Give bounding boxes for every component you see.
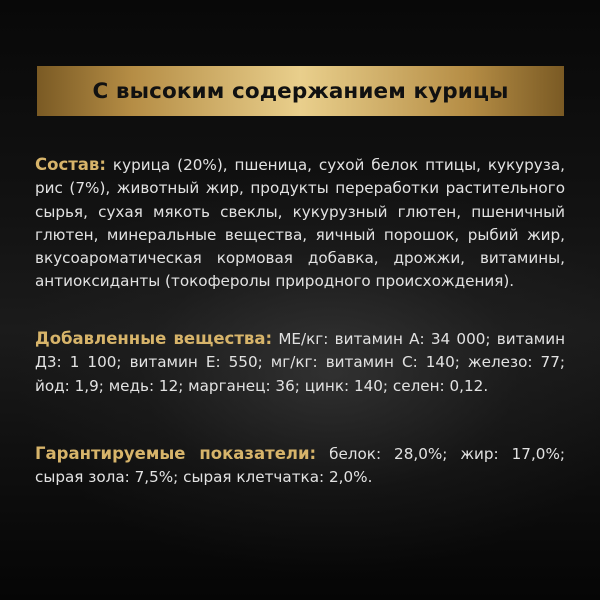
additives-text: МЕ/кг: витамин А: 34 000; витамин Д3: 1 100; витамин Е: 550; мг/кг: витамин С: 140; железо: 77; йод: 1,9; медь: 12; марганец: 36; цинк: 140; селен: 0,12. xyxy=(35,330,566,395)
banner-title: С высоким содержанием курицы xyxy=(92,78,509,104)
guaranteed-analysis-section xyxy=(35,442,565,490)
additives-section xyxy=(35,327,565,398)
composition-label: Состав: xyxy=(35,155,106,174)
composition-section xyxy=(35,153,565,294)
guaranteed-label: Гарантируемые показатели: xyxy=(35,444,317,463)
title-banner xyxy=(37,66,564,116)
composition-text: курица (20%), пшеница, сухой белок птицы, кукуруза, рис (7%), животный жир, продукты переработки растительного сырья, сухая мякоть свеклы, кукурузный глютен, пшеничный глютен, минеральные вещества, яичный порошок, рыбий жир, вкусоароматическая кормовая добавка, дрожжи, витамины, антиоксиданты (токоферолы природного происхождения). xyxy=(35,156,566,291)
guaranteed-text: белок: 28,0%; жир: 17,0%; сырая зола: 7,5%; сырая клетчатка: 2,0%. xyxy=(35,445,565,487)
additives-label: Добавленные вещества: xyxy=(35,329,273,348)
